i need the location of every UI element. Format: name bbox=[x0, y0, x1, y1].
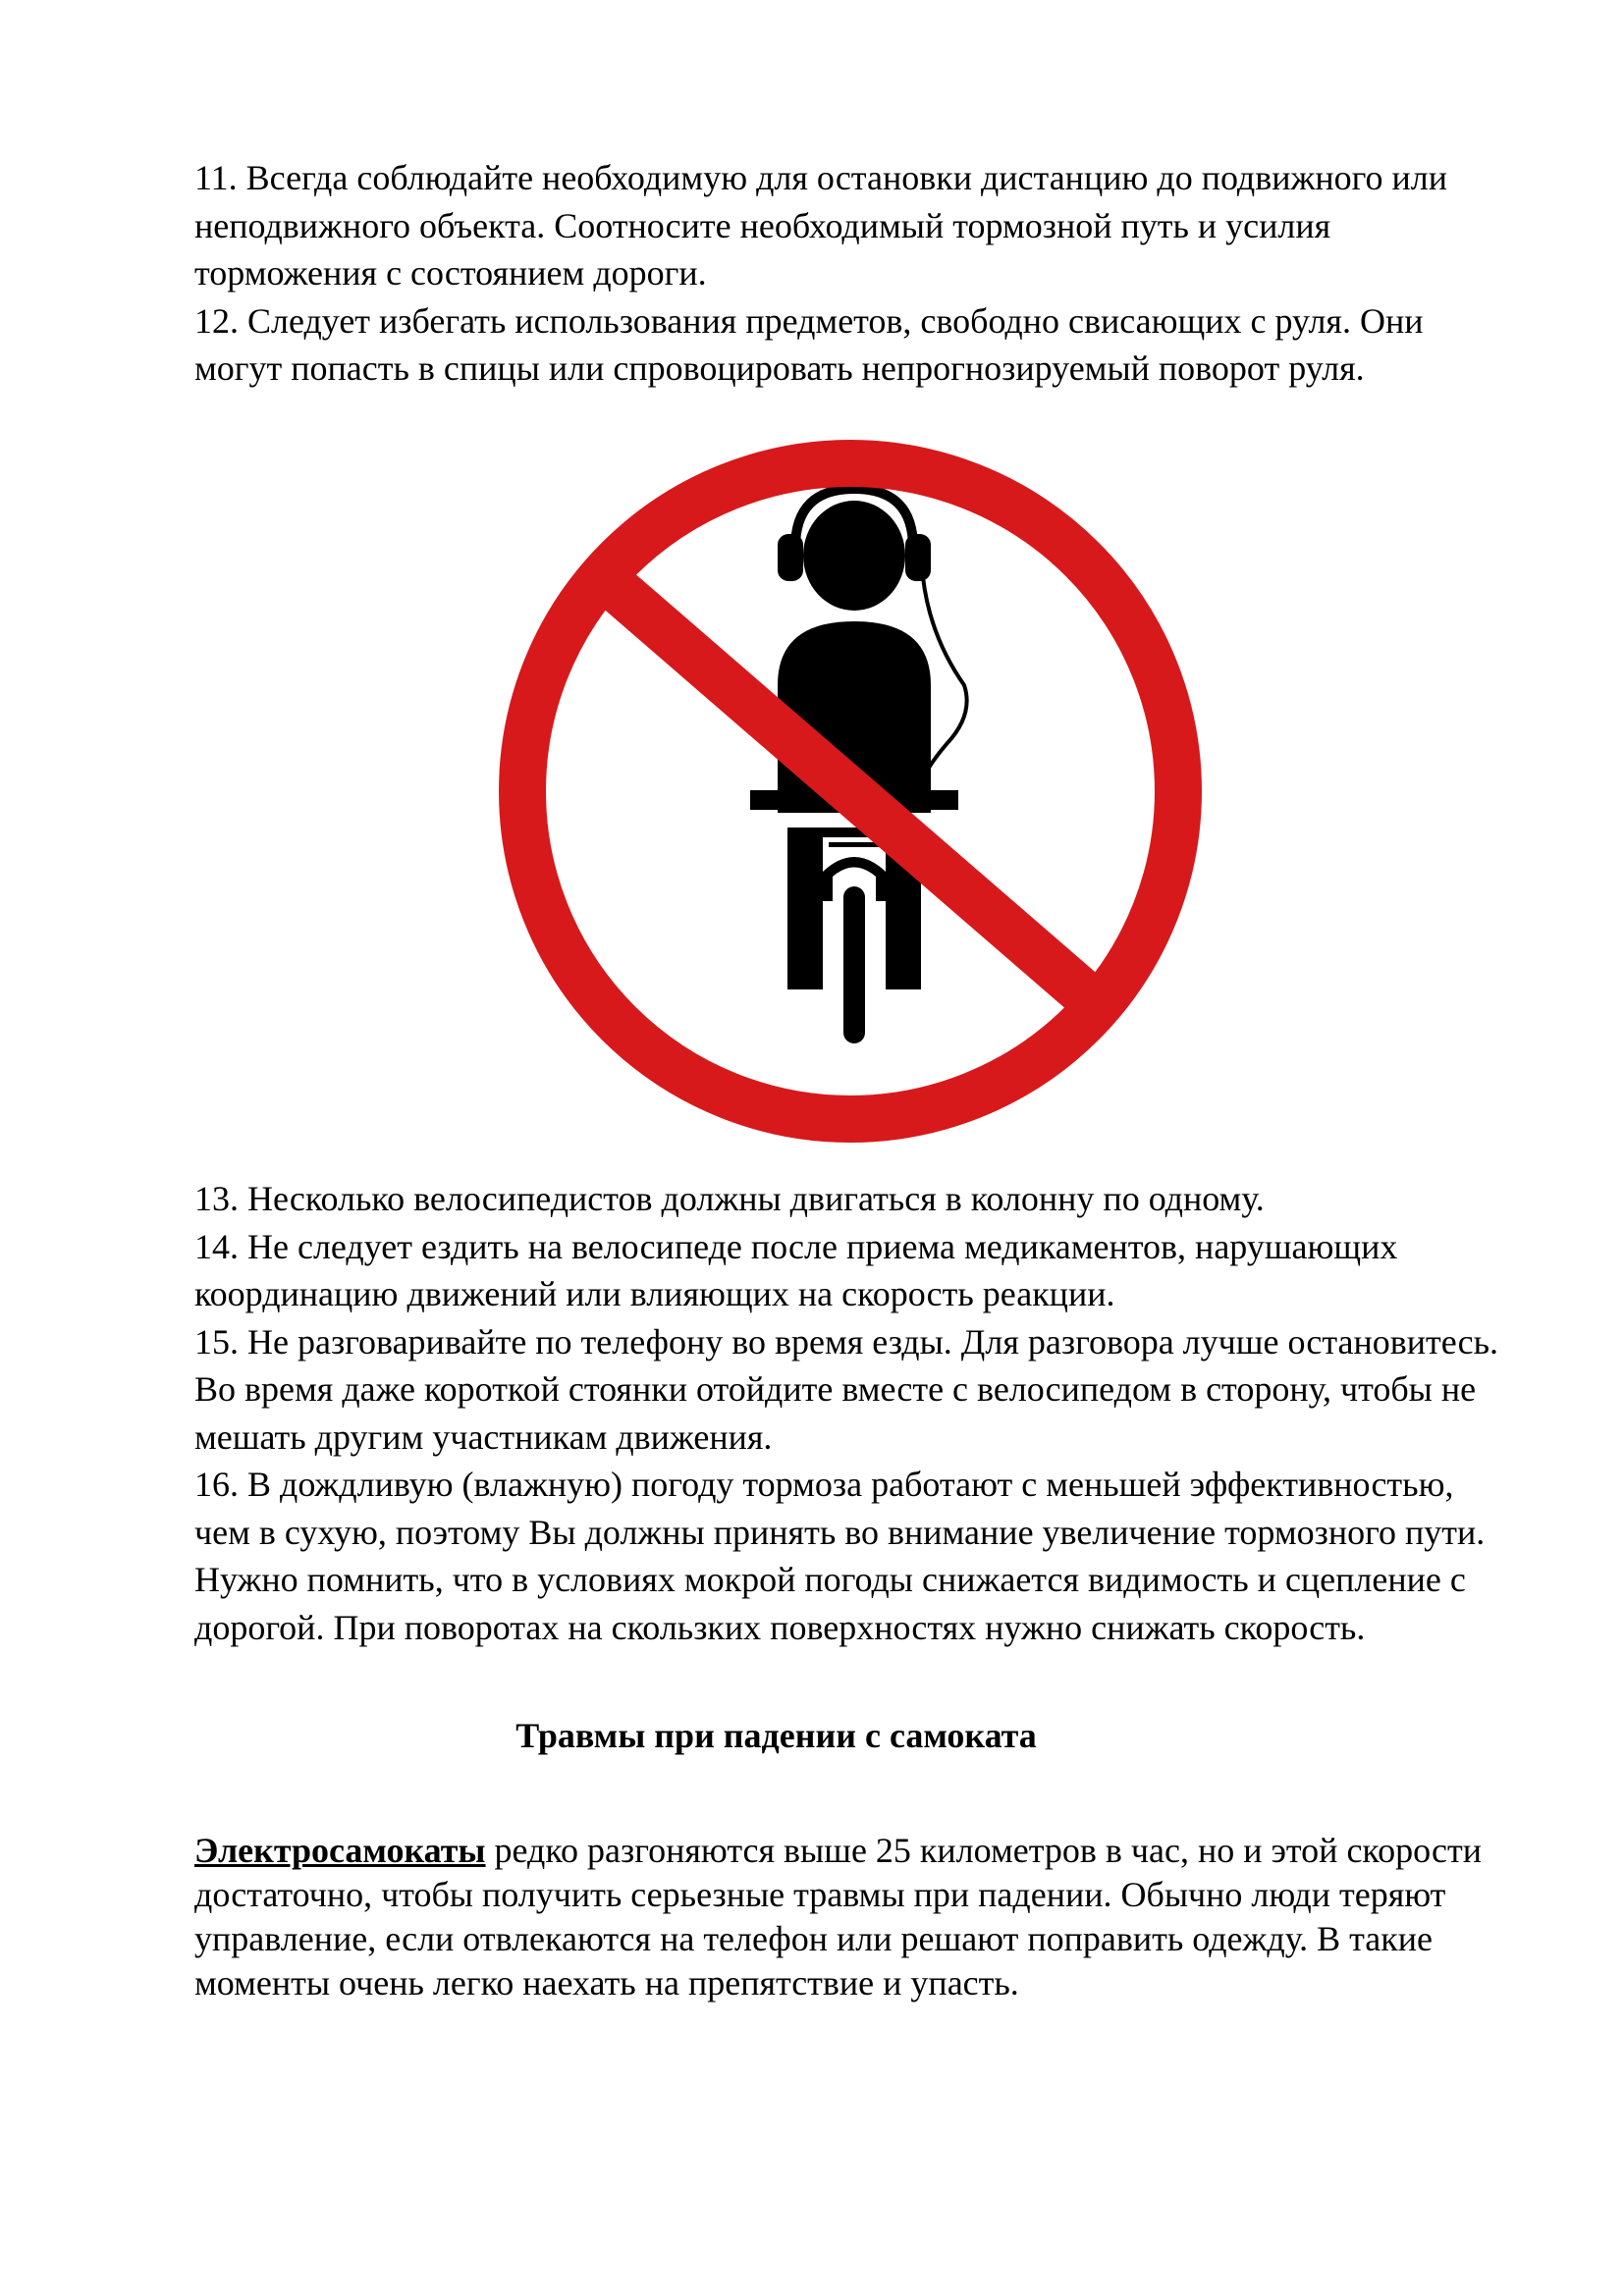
rules-list-top bbox=[194, 154, 1510, 393]
rule-text: Не разговаривайте по телефону во время езды. Для разговора лучше остановитесь. Во время даже короткой стоянки отойдите вместе с велосипедом в сторону, чтобы не мешать другим участникам движения. bbox=[194, 1321, 1499, 1457]
rule-item-11 bbox=[194, 154, 1510, 297]
rule-number: 11. bbox=[194, 158, 238, 197]
rules-list-bottom bbox=[194, 1175, 1510, 1651]
rule-item-14 bbox=[194, 1223, 1510, 1318]
rule-text: Несколько велосипедистов должны двигаться в колонну по одному. bbox=[247, 1179, 1265, 1218]
section-paragraph bbox=[194, 1829, 1510, 2005]
rule-number: 16. bbox=[194, 1465, 239, 1504]
highlighted-term: Электросамокаты bbox=[194, 1831, 486, 1870]
section-body bbox=[194, 1829, 1510, 2005]
rule-item-16 bbox=[194, 1461, 1510, 1651]
rule-item-13 bbox=[194, 1175, 1510, 1223]
prohibition-sign-icon bbox=[483, 440, 1218, 1143]
cyclist-figure-icon bbox=[750, 489, 967, 1043]
rule-number: 13. bbox=[194, 1179, 239, 1218]
rule-number: 15. bbox=[194, 1321, 239, 1362]
rule-item-15 bbox=[194, 1318, 1510, 1462]
section-heading: Травмы при падении с самоката bbox=[515, 1716, 1037, 1755]
rule-text: Следует избегать использования предметов, свободно свисающих с руля. Они могут попасть в спицы или спровоцировать непрогнозируемый поворот руля. bbox=[194, 300, 1424, 388]
rule-number: 12. bbox=[194, 300, 239, 341]
no-headphones-cyclist-sign bbox=[483, 440, 1218, 1143]
rule-text: Не следует ездить на велосипеде после приема медикаментов, нарушающих координацию движений или влияющих на скорость реакции. bbox=[194, 1226, 1398, 1313]
rule-text: В дождливую (влажную) погоду тормоза работают с меньшей эффективностью, чем в сухую, поэтому Вы должны принять во внимание увеличение тормозного пути. Нужно помнить, что в условиях мокрой погоды снижается видимость и сцепление с дорогой. При поворотах на скользких поверхностях нужно снижать скорость. bbox=[194, 1465, 1486, 1647]
rule-text: Всегда соблюдайте необходимую для остановки дистанцию до подвижного или неподвижного объекта. Соотносите необходимый тормозной путь и усилия торможения с состоянием дороги. bbox=[194, 158, 1448, 293]
rule-number: 14. bbox=[194, 1226, 239, 1266]
paragraph-text: редко разгоняются выше 25 километров в час, но и этой скорости достаточно, чтобы получить серьезные травмы при падении. Обычно люди теряют управление, если отвлекаются на телефон или решают поправить одежду. В такие моменты очень легко наехать на препятствие и упасть. bbox=[194, 1831, 1482, 2002]
rule-item-12 bbox=[194, 297, 1510, 393]
